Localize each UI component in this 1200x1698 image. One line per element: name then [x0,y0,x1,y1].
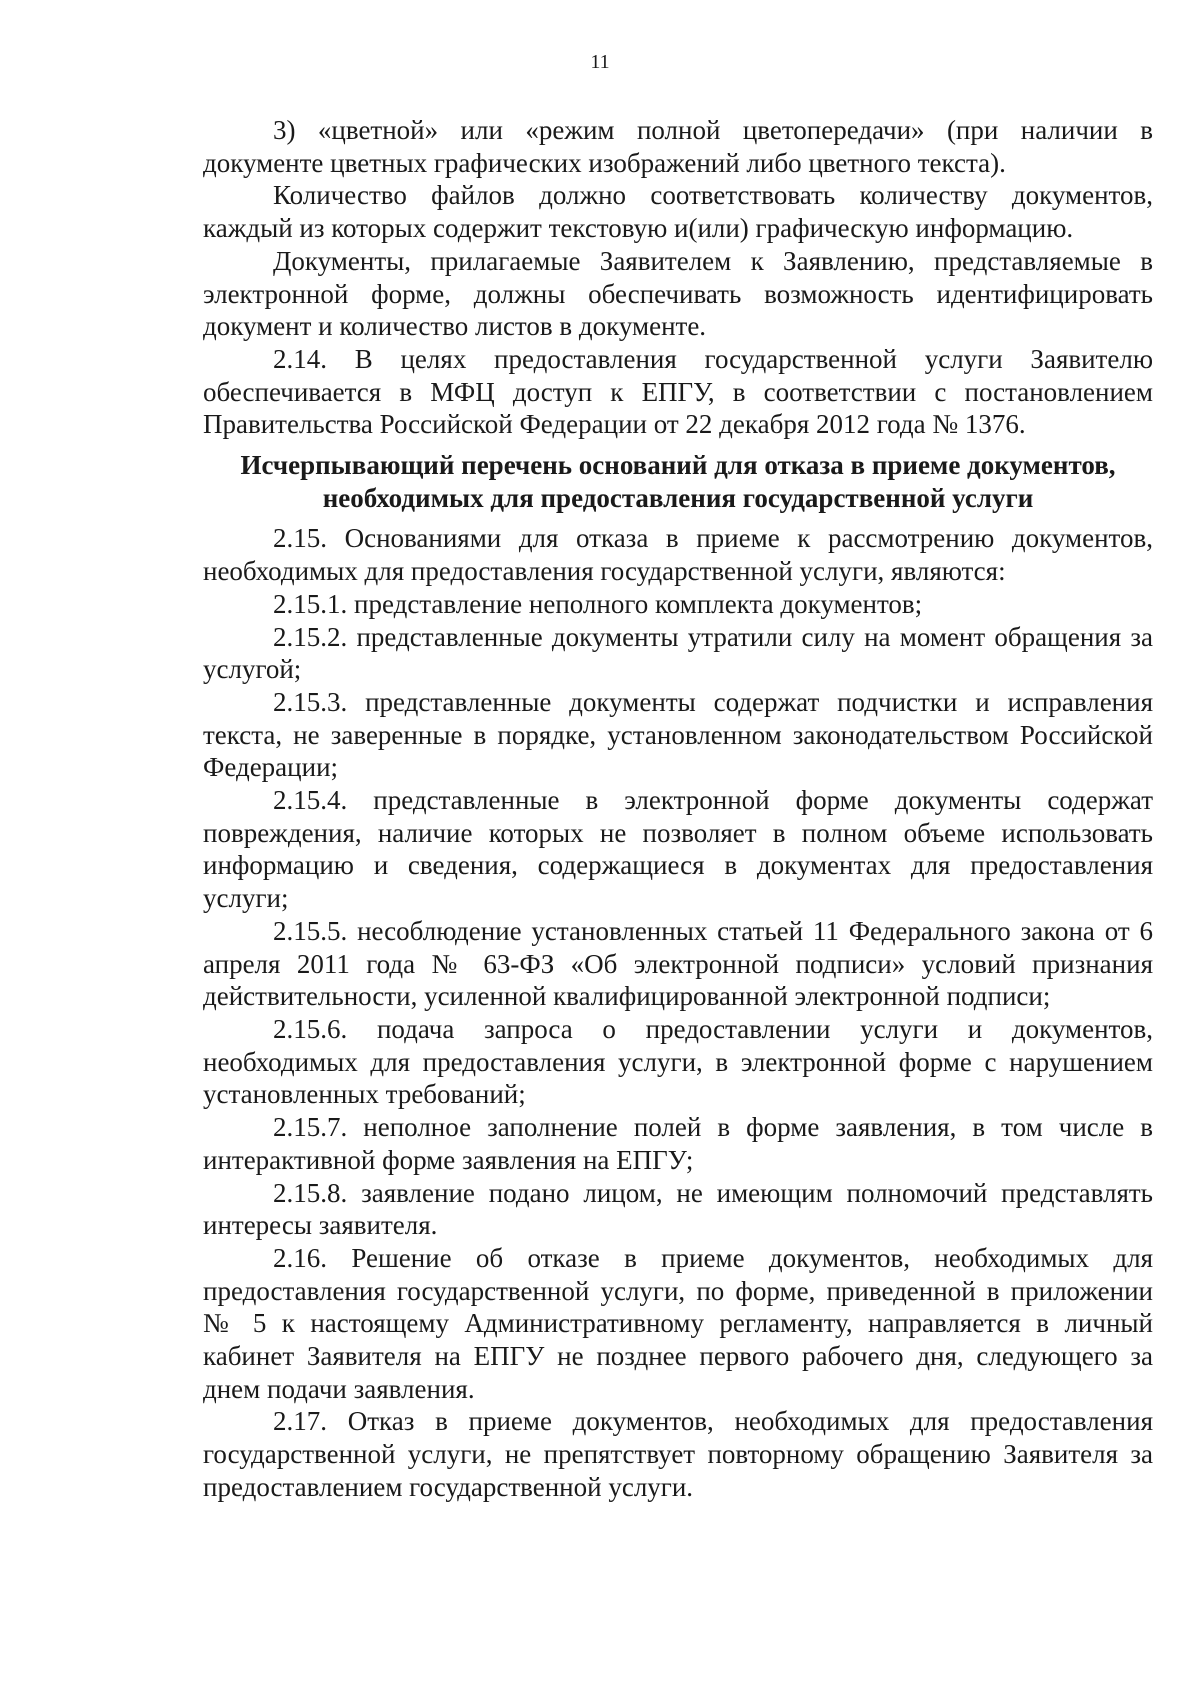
paragraph-2-15-7: 2.15.7. неполное заполнение полей в форме заявления, в том числе в интерактивной форме заявления на ЕПГУ; [203,1112,1153,1175]
paragraph-2-14: 2.14. В целях предоставления государственной услуги Заявителю обеспечивается в МФЦ доступ к ЕПГУ, в соответствии с постановлением Правительства Российской Федерации от 22 декабря 2012 года № 1376. [203,343,1153,440]
paragraph-2-17: 2.17. Отказ в приеме документов, необходимых для предоставления государственной услуги, не препятствует повторному обращению Заявителя за предоставлением государственной услуги. [203,1406,1153,1502]
page-number: 11 [590,51,610,73]
document-body [203,114,1153,1504]
paragraph-2-15-6: 2.15.6. подача запроса о предоставлении услуги и документов, необходимых для предоставления услуги, в электронной форме с нарушением установленных требований; [203,1013,1153,1110]
section-heading-line-2: необходимых для предоставления государственной услуги [322,482,1034,513]
paragraph-2-15-2: 2.15.2. представленные документы утратили силу на момент обращения за услугой; [203,621,1153,685]
paragraph-2-16: 2.16. Решение об отказе в приеме документов, необходимых для предоставления государственной услуги, по форме, приведенной в приложении № 5 к настоящему Административному регламенту, направляется в личный кабинет Заявителя на ЕПГУ не позднее первого рабочего дня, следующего за днем подачи заявления. [203,1242,1153,1404]
paragraph-file-count: Количество файлов должно соответствовать количеству документов, каждый из которых содержит текстовую и(или) графическую информацию. [203,180,1153,244]
paragraph-attached-documents: Документы, прилагаемые Заявителем к Заявлению, представляемые в электронной форме, должны обеспечивать возможность идентифицировать документ и количество листов в документе. [203,245,1153,342]
paragraph-2-15-5: 2.15.5. несоблюдение установленных статьей 11 Федерального закона от 6 апреля 2011 года № 63-ФЗ «Об электронной подписи» условий признания действительности, усиленной квалифицированной электронной подписи; [203,915,1153,1012]
paragraph-2-15-3: 2.15.3. представленные документы содержат подчистки и исправления текста, не заверенные в порядке, установленном законодательством Российской Федерации; [203,686,1153,783]
paragraph-2-15-8: 2.15.8. заявление подано лицом, не имеющим полномочий представлять интересы заявителя. [203,1177,1153,1241]
paragraph-2-15-4: 2.15.4. представленные в электронной форме документы содержат повреждения, наличие которых не позволяет в полном объеме использовать информацию и сведения, содержащиеся в документах для предоставления услуги; [203,785,1153,914]
paragraph-2-15: 2.15. Основаниями для отказа в приеме к рассмотрению документов, необходимых для предоставления государственной услуги, являются: [203,523,1153,587]
section-heading [203,449,1153,514]
section-heading-line-1: Исчерпывающий перечень оснований для отказа в приеме документов, [240,450,1116,481]
paragraph-color-mode: 3) «цветной» или «режим полной цветопередачи» (при наличии в документе цветных графических изображений либо цветного текста). [203,115,1153,178]
paragraph-2-15-1: 2.15.1. представление неполного комплекта документов; [273,588,923,619]
